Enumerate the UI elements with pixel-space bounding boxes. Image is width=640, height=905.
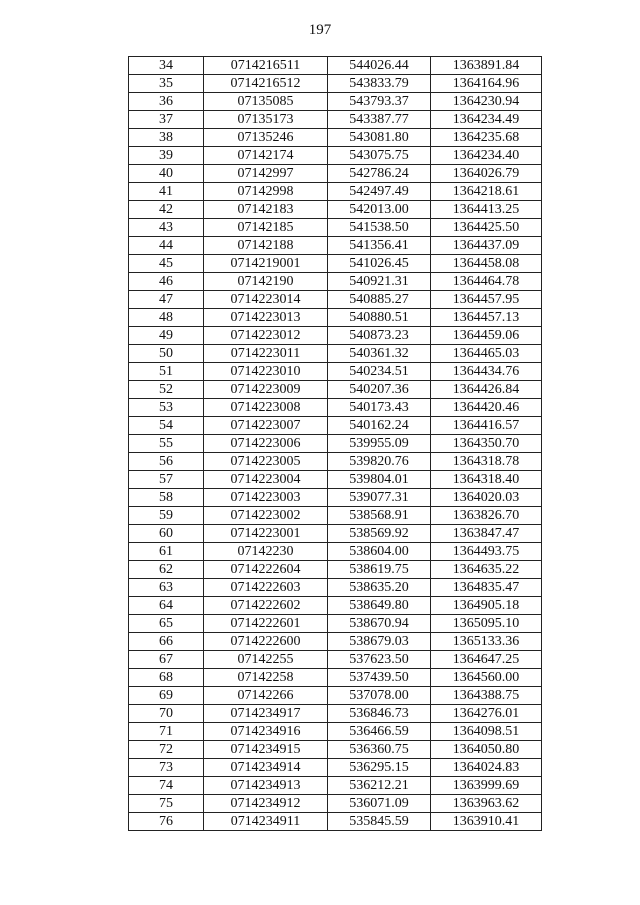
point-id-cell: 07142998 <box>204 183 328 201</box>
point-id-cell: 07142188 <box>204 237 328 255</box>
point-id-cell: 0714223012 <box>204 327 328 345</box>
table-row <box>129 147 542 165</box>
y-coordinate-cell: 1364437.09 <box>431 237 542 255</box>
x-coordinate-cell: 535845.59 <box>328 813 431 831</box>
table-row <box>129 525 542 543</box>
point-id-cell: 0714223011 <box>204 345 328 363</box>
point-number-cell: 73 <box>129 759 204 777</box>
table-row <box>129 165 542 183</box>
y-coordinate-cell: 1364647.25 <box>431 651 542 669</box>
point-id-cell: 0714234915 <box>204 741 328 759</box>
point-number-cell: 42 <box>129 201 204 219</box>
y-coordinate-cell: 1364235.68 <box>431 129 542 147</box>
x-coordinate-cell: 543833.79 <box>328 75 431 93</box>
y-coordinate-cell: 1364026.79 <box>431 165 542 183</box>
coordinates-table-body <box>129 57 542 831</box>
table-row <box>129 777 542 795</box>
point-number-cell: 47 <box>129 291 204 309</box>
point-id-cell: 0714223013 <box>204 309 328 327</box>
x-coordinate-cell: 538679.03 <box>328 633 431 651</box>
point-id-cell: 0714223007 <box>204 417 328 435</box>
point-number-cell: 52 <box>129 381 204 399</box>
point-number-cell: 69 <box>129 687 204 705</box>
point-number-cell: 50 <box>129 345 204 363</box>
point-number-cell: 48 <box>129 309 204 327</box>
table-row <box>129 381 542 399</box>
table-row <box>129 345 542 363</box>
y-coordinate-cell: 1364426.84 <box>431 381 542 399</box>
table-row <box>129 795 542 813</box>
point-number-cell: 64 <box>129 597 204 615</box>
point-id-cell: 07135085 <box>204 93 328 111</box>
point-number-cell: 55 <box>129 435 204 453</box>
point-number-cell: 56 <box>129 453 204 471</box>
x-coordinate-cell: 540173.43 <box>328 399 431 417</box>
point-id-cell: 07142190 <box>204 273 328 291</box>
y-coordinate-cell: 1364420.46 <box>431 399 542 417</box>
point-number-cell: 40 <box>129 165 204 183</box>
point-id-cell: 0714223009 <box>204 381 328 399</box>
point-id-cell: 0714223002 <box>204 507 328 525</box>
point-number-cell: 54 <box>129 417 204 435</box>
point-number-cell: 62 <box>129 561 204 579</box>
y-coordinate-cell: 1364164.96 <box>431 75 542 93</box>
x-coordinate-cell: 536360.75 <box>328 741 431 759</box>
point-number-cell: 45 <box>129 255 204 273</box>
y-coordinate-cell: 1364350.70 <box>431 435 542 453</box>
point-id-cell: 0714216512 <box>204 75 328 93</box>
point-id-cell: 07142230 <box>204 543 328 561</box>
point-number-cell: 63 <box>129 579 204 597</box>
x-coordinate-cell: 542013.00 <box>328 201 431 219</box>
y-coordinate-cell: 1364560.00 <box>431 669 542 687</box>
x-coordinate-cell: 541538.50 <box>328 219 431 237</box>
point-id-cell: 07135173 <box>204 111 328 129</box>
table-row <box>129 75 542 93</box>
point-id-cell: 0714223006 <box>204 435 328 453</box>
x-coordinate-cell: 536071.09 <box>328 795 431 813</box>
y-coordinate-cell: 1364425.50 <box>431 219 542 237</box>
y-coordinate-cell: 1364020.03 <box>431 489 542 507</box>
point-id-cell: 0714216511 <box>204 57 328 75</box>
point-id-cell: 0714234913 <box>204 777 328 795</box>
table-row <box>129 291 542 309</box>
table-row <box>129 543 542 561</box>
page-number: 197 <box>308 22 332 38</box>
point-number-cell: 76 <box>129 813 204 831</box>
point-number-cell: 46 <box>129 273 204 291</box>
x-coordinate-cell: 537439.50 <box>328 669 431 687</box>
point-number-cell: 60 <box>129 525 204 543</box>
x-coordinate-cell: 542497.49 <box>328 183 431 201</box>
table-row <box>129 471 542 489</box>
point-number-cell: 57 <box>129 471 204 489</box>
table-row <box>129 813 542 831</box>
point-number-cell: 41 <box>129 183 204 201</box>
point-number-cell: 43 <box>129 219 204 237</box>
x-coordinate-cell: 538604.00 <box>328 543 431 561</box>
table-row <box>129 507 542 525</box>
table-row <box>129 183 542 201</box>
y-coordinate-cell: 1364457.95 <box>431 291 542 309</box>
point-number-cell: 58 <box>129 489 204 507</box>
coordinates-table <box>128 56 542 831</box>
x-coordinate-cell: 538635.20 <box>328 579 431 597</box>
x-coordinate-cell: 541026.45 <box>328 255 431 273</box>
y-coordinate-cell: 1364457.13 <box>431 309 542 327</box>
point-number-cell: 38 <box>129 129 204 147</box>
point-number-cell: 39 <box>129 147 204 165</box>
x-coordinate-cell: 536295.15 <box>328 759 431 777</box>
y-coordinate-cell: 1364050.80 <box>431 741 542 759</box>
point-id-cell: 0714234917 <box>204 705 328 723</box>
point-id-cell: 0714234912 <box>204 795 328 813</box>
x-coordinate-cell: 540921.31 <box>328 273 431 291</box>
table-row <box>129 111 542 129</box>
point-id-cell: 07142183 <box>204 201 328 219</box>
point-number-cell: 75 <box>129 795 204 813</box>
y-coordinate-cell: 1364458.08 <box>431 255 542 273</box>
table-row <box>129 309 542 327</box>
table-row <box>129 255 542 273</box>
point-id-cell: 0714222603 <box>204 579 328 597</box>
point-id-cell: 07142266 <box>204 687 328 705</box>
table-row <box>129 57 542 75</box>
table-row <box>129 327 542 345</box>
point-number-cell: 35 <box>129 75 204 93</box>
y-coordinate-cell: 1363826.70 <box>431 507 542 525</box>
point-number-cell: 51 <box>129 363 204 381</box>
table-row <box>129 669 542 687</box>
point-id-cell: 0714222602 <box>204 597 328 615</box>
table-row <box>129 633 542 651</box>
y-coordinate-cell: 1364230.94 <box>431 93 542 111</box>
y-coordinate-cell: 1364276.01 <box>431 705 542 723</box>
table-row <box>129 723 542 741</box>
x-coordinate-cell: 536212.21 <box>328 777 431 795</box>
table-row <box>129 615 542 633</box>
table-row <box>129 561 542 579</box>
point-id-cell: 07142185 <box>204 219 328 237</box>
table-row <box>129 741 542 759</box>
table-row <box>129 363 542 381</box>
point-id-cell: 0714223005 <box>204 453 328 471</box>
table-row <box>129 687 542 705</box>
x-coordinate-cell: 539820.76 <box>328 453 431 471</box>
x-coordinate-cell: 543075.75 <box>328 147 431 165</box>
point-number-cell: 72 <box>129 741 204 759</box>
point-number-cell: 71 <box>129 723 204 741</box>
x-coordinate-cell: 542786.24 <box>328 165 431 183</box>
point-number-cell: 68 <box>129 669 204 687</box>
x-coordinate-cell: 538670.94 <box>328 615 431 633</box>
point-number-cell: 34 <box>129 57 204 75</box>
y-coordinate-cell: 1364635.22 <box>431 561 542 579</box>
x-coordinate-cell: 540361.32 <box>328 345 431 363</box>
y-coordinate-cell: 1365095.10 <box>431 615 542 633</box>
point-id-cell: 0714223010 <box>204 363 328 381</box>
x-coordinate-cell: 540873.23 <box>328 327 431 345</box>
y-coordinate-cell: 1363963.62 <box>431 795 542 813</box>
point-id-cell: 0714223008 <box>204 399 328 417</box>
point-number-cell: 67 <box>129 651 204 669</box>
point-number-cell: 66 <box>129 633 204 651</box>
point-id-cell: 0714222604 <box>204 561 328 579</box>
point-id-cell: 07142258 <box>204 669 328 687</box>
point-id-cell: 0714234914 <box>204 759 328 777</box>
point-id-cell: 0714223003 <box>204 489 328 507</box>
y-coordinate-cell: 1363910.41 <box>431 813 542 831</box>
point-id-cell: 0714234916 <box>204 723 328 741</box>
x-coordinate-cell: 540162.24 <box>328 417 431 435</box>
x-coordinate-cell: 540234.51 <box>328 363 431 381</box>
table-row <box>129 201 542 219</box>
point-id-cell: 0714219001 <box>204 255 328 273</box>
y-coordinate-cell: 1364234.40 <box>431 147 542 165</box>
table-row <box>129 489 542 507</box>
x-coordinate-cell: 540880.51 <box>328 309 431 327</box>
point-number-cell: 36 <box>129 93 204 111</box>
x-coordinate-cell: 543387.77 <box>328 111 431 129</box>
table-row <box>129 399 542 417</box>
y-coordinate-cell: 1364318.78 <box>431 453 542 471</box>
point-number-cell: 74 <box>129 777 204 795</box>
point-number-cell: 53 <box>129 399 204 417</box>
y-coordinate-cell: 1364464.78 <box>431 273 542 291</box>
point-id-cell: 0714222600 <box>204 633 328 651</box>
y-coordinate-cell: 1364434.76 <box>431 363 542 381</box>
x-coordinate-cell: 540885.27 <box>328 291 431 309</box>
y-coordinate-cell: 1364493.75 <box>431 543 542 561</box>
table-row <box>129 129 542 147</box>
table-row <box>129 651 542 669</box>
point-id-cell: 07135246 <box>204 129 328 147</box>
x-coordinate-cell: 544026.44 <box>328 57 431 75</box>
point-number-cell: 70 <box>129 705 204 723</box>
table-row <box>129 435 542 453</box>
y-coordinate-cell: 1363891.84 <box>431 57 542 75</box>
table-row <box>129 453 542 471</box>
x-coordinate-cell: 543793.37 <box>328 93 431 111</box>
y-coordinate-cell: 1364835.47 <box>431 579 542 597</box>
point-number-cell: 44 <box>129 237 204 255</box>
y-coordinate-cell: 1364416.57 <box>431 417 542 435</box>
table-row <box>129 579 542 597</box>
x-coordinate-cell: 537078.00 <box>328 687 431 705</box>
point-number-cell: 37 <box>129 111 204 129</box>
point-id-cell: 0714223014 <box>204 291 328 309</box>
y-coordinate-cell: 1364024.83 <box>431 759 542 777</box>
point-number-cell: 61 <box>129 543 204 561</box>
y-coordinate-cell: 1364234.49 <box>431 111 542 129</box>
y-coordinate-cell: 1363999.69 <box>431 777 542 795</box>
table-row <box>129 93 542 111</box>
table-row <box>129 759 542 777</box>
x-coordinate-cell: 536846.73 <box>328 705 431 723</box>
y-coordinate-cell: 1364218.61 <box>431 183 542 201</box>
table-row <box>129 705 542 723</box>
y-coordinate-cell: 1364388.75 <box>431 687 542 705</box>
y-coordinate-cell: 1364905.18 <box>431 597 542 615</box>
x-coordinate-cell: 538619.75 <box>328 561 431 579</box>
x-coordinate-cell: 538568.91 <box>328 507 431 525</box>
point-number-cell: 65 <box>129 615 204 633</box>
x-coordinate-cell: 537623.50 <box>328 651 431 669</box>
point-id-cell: 0714223001 <box>204 525 328 543</box>
x-coordinate-cell: 543081.80 <box>328 129 431 147</box>
x-coordinate-cell: 539955.09 <box>328 435 431 453</box>
y-coordinate-cell: 1364413.25 <box>431 201 542 219</box>
y-coordinate-cell: 1364465.03 <box>431 345 542 363</box>
point-id-cell: 0714234911 <box>204 813 328 831</box>
table-row <box>129 273 542 291</box>
y-coordinate-cell: 1364459.06 <box>431 327 542 345</box>
point-id-cell: 07142255 <box>204 651 328 669</box>
point-id-cell: 0714222601 <box>204 615 328 633</box>
point-number-cell: 49 <box>129 327 204 345</box>
x-coordinate-cell: 536466.59 <box>328 723 431 741</box>
x-coordinate-cell: 539077.31 <box>328 489 431 507</box>
table-row <box>129 417 542 435</box>
point-id-cell: 0714223004 <box>204 471 328 489</box>
y-coordinate-cell: 1364318.40 <box>431 471 542 489</box>
x-coordinate-cell: 538569.92 <box>328 525 431 543</box>
x-coordinate-cell: 540207.36 <box>328 381 431 399</box>
y-coordinate-cell: 1363847.47 <box>431 525 542 543</box>
y-coordinate-cell: 1365133.36 <box>431 633 542 651</box>
x-coordinate-cell: 539804.01 <box>328 471 431 489</box>
x-coordinate-cell: 541356.41 <box>328 237 431 255</box>
point-id-cell: 07142997 <box>204 165 328 183</box>
y-coordinate-cell: 1364098.51 <box>431 723 542 741</box>
x-coordinate-cell: 538649.80 <box>328 597 431 615</box>
table-row <box>129 237 542 255</box>
point-number-cell: 59 <box>129 507 204 525</box>
point-id-cell: 07142174 <box>204 147 328 165</box>
table-row <box>129 219 542 237</box>
table-row <box>129 597 542 615</box>
